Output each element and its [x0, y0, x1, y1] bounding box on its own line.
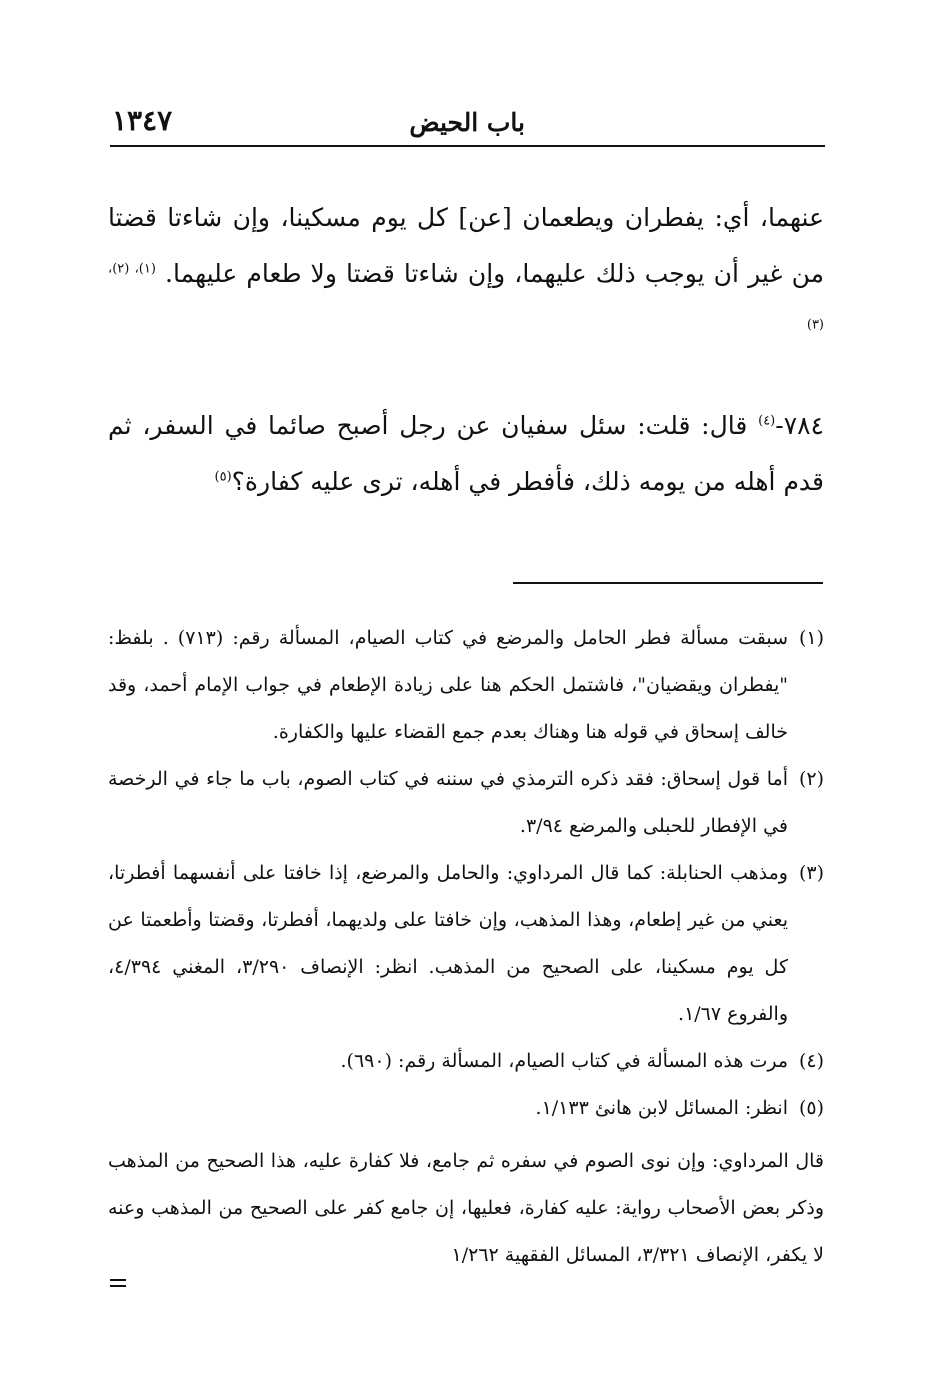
main-paragraph-1 — [108, 190, 824, 358]
footnote-number: (١) — [798, 627, 824, 649]
footnote-continuation: قال المرداوي: وإن نوى الصوم في سفره ثم جامع، فلا كفارة عليه، هذا الصحيح من المذهب وذكر بعض الأصحاب رواية: عليه كفارة، فعليها، إن جامع كفر على الصحيح من المذهب وعنه لا يكفر، الإنصاف ٣/٣٢١، المسائل الفقهية ١/٢٦٢ — [108, 1150, 824, 1266]
footnote-text: ومذهب الحنابلة: كما قال المرداوي: والحامل والمرضع، إذا خافتا على أنفسهما أفطرتا، يعني من غير إطعام، وهذا المذهب، وإن خافتا على ولديهما، أفطرتا، وقضتا وأطعمتا عن كل يوم مسكينا، على الصحيح من المذهب. انظر: الإنصاف ٣/٢٩٠، المغني ٤/٣٩٤، والفروع ١/٦٧. — [108, 862, 788, 1025]
page-header — [110, 100, 825, 144]
footnote-text: أما قول إسحاق: فقد ذكره الترمذي في سننه في كتاب الصوم، باب ما جاء في الرخصة في الإفطار للحبلى والمرضع ٣/٩٤. — [108, 768, 788, 837]
paragraph-text: قال: قلت: سئل سفيان عن رجل أصبح صائما في السفر، ثم قدم أهله من يومه ذلك، فأفطر في أهله، ترى عليه كفارة؟ — [108, 411, 824, 496]
paragraph-text: عنهما، أي: يفطران ويطعمان [عن] كل يوم مسكينا، وإن شاءتا قضتا من غير أن يوجب ذلك عليهما، وإن شاءتا قضتا ولا طعام عليهما. — [108, 203, 824, 288]
footnote — [108, 1085, 824, 1132]
footnote-number: (٢) — [798, 768, 824, 790]
main-paragraph-2 — [108, 398, 824, 510]
issue-number: ٧٨٤- — [775, 411, 824, 440]
footnote-number: (٥) — [798, 1097, 824, 1119]
footnote — [108, 615, 824, 756]
footnote — [108, 1038, 824, 1085]
footnote-ref: (٥) — [214, 469, 232, 485]
footnotes-section — [108, 615, 824, 1279]
footnote-refs: (١)، (٢)، (٣) — [108, 261, 824, 333]
footnote-text: سبقت مسألة فطر الحامل والمرضع في كتاب الصيام، المسألة رقم: (٧١٣) . بلفظ: "يفطران ويقضيان"، فاشتمل الحكم هنا على زيادة الإطعام في جواب الإمام أحمد، وقد خالف إسحاق في قوله هنا وهناك بعدم جمع القضاء عليها والكفارة. — [108, 627, 788, 743]
footnote-number: (٣) — [798, 862, 824, 884]
continuation-mark — [110, 1279, 126, 1291]
footnote-ref: (٤) — [758, 413, 776, 429]
footnote-divider — [513, 582, 823, 584]
footnote-text: مرت هذه المسألة في كتاب الصيام، المسألة رقم: (٦٩٠). — [340, 1050, 788, 1072]
footnote — [108, 756, 824, 850]
footnote — [108, 850, 824, 1038]
header-divider — [110, 145, 825, 147]
chapter-title: باب الحيض — [409, 108, 525, 137]
footnote-number: (٤) — [798, 1050, 824, 1072]
footnote-text: انظر: المسائل لابن هانئ ١/١٣٣. — [535, 1097, 788, 1119]
page-number: ١٣٤٧ — [112, 104, 173, 137]
